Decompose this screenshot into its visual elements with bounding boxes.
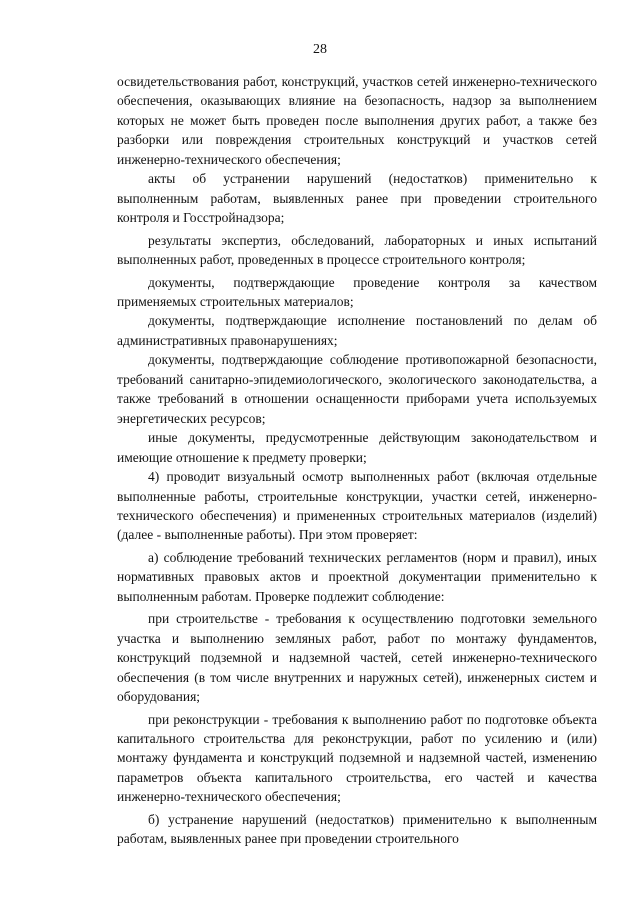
paragraph-10: при строительстве - требования к осуществлению подготовки земельного участка и выполнению земляных работ, работ по монтажу фундаментов, конструкций подземной и надземной частей, сетей инженерно-технического обеспечения (в том числе внутренних и наружных сетей), инженерных систем и оборудования;: [117, 611, 597, 705]
paragraph-8: 4) проводит визуальный осмотр выполненных работ (включая отдельные выполненные работы, строительные конструкции, участки сетей, инженерно-технического обеспечения) и примененных строительных материалов (изделий) (далее - выполненные работы). При этом проверяет:: [117, 469, 597, 543]
paragraph-6: документы, подтверждающие соблюдение противопожарной безопасности, требований санитарно-эпидемиологического, экологического законодательства, а также требований в отношении оснащенности приборами учета используемых энергетических ресурсов;: [117, 352, 597, 426]
paragraph-11: при реконструкции - требования к выполнению работ по подготовке объекта капитального строительства для реконструкции, работ по усилению и (или) монтажу фундамента и конструкций подземной и надземной частей, изменению параметров объекта капитального строительства, его частей и качества инженерно-технического обеспечения;: [117, 711, 597, 805]
paragraph-4: документы, подтверждающие проведение контроля за качеством применяемых строительных материалов;: [117, 274, 597, 309]
paragraph-3: результаты экспертиз, обследований, лабораторных и иных испытаний выполненных работ, проведенных в процессе строительного контроля;: [117, 232, 597, 268]
page-number: 28: [313, 42, 327, 57]
body-text: [117, 72, 597, 849]
paragraph-9: а) соблюдение требований технических регламентов (норм и правил), иных нормативных правовых актов и проектной документации применительно к выполненным работам. Проверке подлежит соблюдение:: [117, 549, 597, 604]
paragraph-5: документы, подтверждающие исполнение постановлений по делам об административных правонарушениях;: [117, 313, 597, 348]
paragraph-7: иные документы, предусмотренные действующим законодательством и имеющие отношение к предмету проверки;: [117, 430, 597, 465]
paragraph-2: акты об устранении нарушений (недостатков) применительно к выполненным работам, выявленных ранее при проведении строительного контроля и Госстройнадзора;: [117, 171, 597, 226]
paragraph-12: б) устранение нарушений (недостатков) применительно к выполненным работам, выявленных ранее при проведении строительного: [117, 811, 597, 847]
paragraph-1: освидетельствования работ, конструкций, участков сетей инженерно-технического обеспечения, оказывающих влияние на безопасность, надзор за выполнением которых не может быть проведен после выполнения других работ, а также без разборки или повреждения строительных конструкций и участков сетей инженерно-технического обеспечения;: [117, 74, 597, 167]
